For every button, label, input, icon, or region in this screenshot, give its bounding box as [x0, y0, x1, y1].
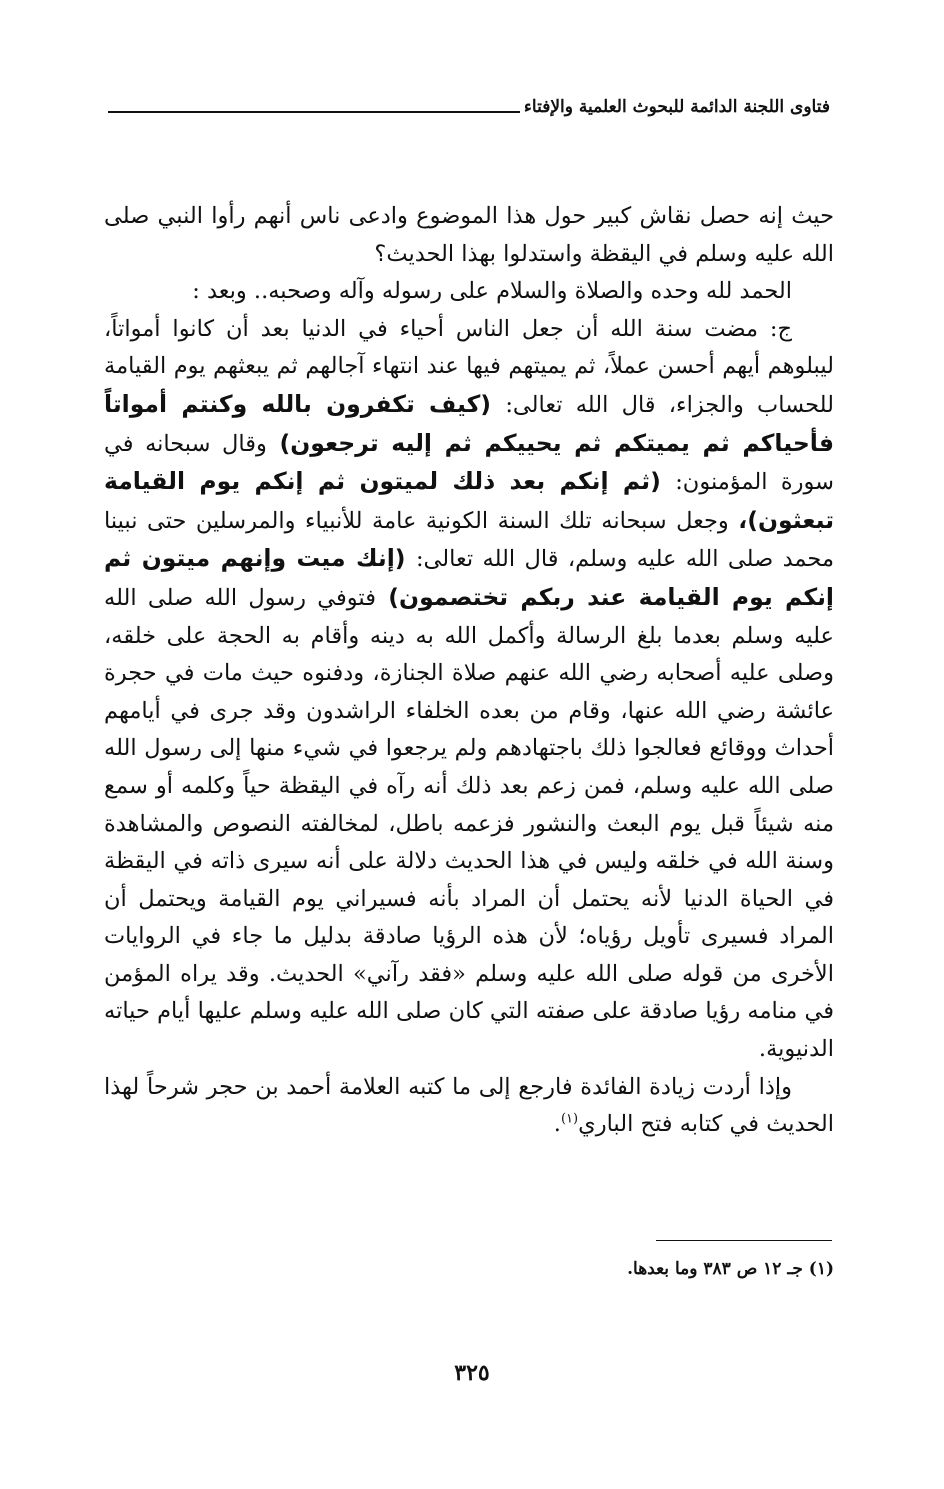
running-header [108, 88, 830, 118]
book-title: فتاوى اللجنة الدائمة للبحوث العلمية والإفتاء [523, 97, 830, 117]
header-rule [108, 111, 520, 113]
quran-verse-1: (كيف تكفرون بالله وكنتم أمواتاً فأحياكم ثم يميتكم ثم يحييكم ثم إليه ترجعون) [104, 389, 834, 457]
footnote: (١) جـ ١٢ ص ٣٨٣ وما بعدها. [627, 1259, 834, 1279]
footnote-rule [656, 1240, 832, 1241]
answer-text-4: فتوفي رسول الله صلى الله عليه وسلم بعدما بلغ الرسالة وأكمل الله به دينه وأقام به الحجة على خلقه، وصلى عليه أصحابه رضي الله عنهم صلاة الجنازة، ودفنوه حيث مات في حجرة عائشة رضي الله عنها، وقام من بعده الخلفاء الراشدون وقد جرى في أيامهم أحداث ووقائع فعالجوا ذلك باجتهادهم ولم يرجعوا في شيء منها إلى رسول الله صلى الله عليه وسلم، فمن زعم بعد ذلك أنه رآه في اليقظة حياً وكلمه أو سمع منه شيئاً قبل يوم البعث والنشور فزعمه باطل، لمخالفته النصوص والمشاهدة وسنة الله في خلقه وليس في هذا الحديث دلالة على أنه سيرى ذاته في اليقظة في الحياة الدنيا لأنه يحتمل أن المراد بأنه فسيراني يوم القيامة ويحتمل أن المراد فسيرى تأويل رؤياه؛ لأن هذه الرؤيا صادقة بدليل ما جاء في الروايات الأخرى من قوله صلى الله عليه وسلم «فقد رآني» الحديث. وقد يراه المؤمن في منامه رؤيا صادقة على صفته التي كان صلى الله عليه وسلم عليها أيام حياته الدنيوية. [104, 584, 834, 1063]
footnote-reference: (١) [560, 1111, 579, 1127]
quran-verse-2: (ثم إنكم بعد ذلك لميتون ثم إنكم يوم القيامة تبعثون)، [104, 467, 835, 534]
praise-paragraph: الحمد لله وحده والصلاة والسلام على رسوله وآله وصحبه.. وبعد : [192, 278, 792, 305]
main-text [104, 198, 834, 1144]
closing-text: وإذا أردت زيادة الفائدة فارجع إلى ما كتبه العلامة أحمد بن حجر شرحاً لهذا الحديث في كتابه فتح الباري [104, 1073, 834, 1138]
answer-text-2: وقال سبحانه في سورة المؤمنون: [104, 430, 834, 496]
answer-paragraph [104, 311, 834, 1069]
answer-text-1: ج: مضت سنة الله أن جعل الناس أحياء في الدنيا بعد أن كانوا أمواتاً، ليبلوهم أيهم أحسن عملاً، ثم يميتهم فيها عند انتهاء آجالهم ثم يبعثهم يوم القيامة للحساب والجزاء، قال الله تعالى: [104, 315, 834, 418]
closing-paragraph [104, 1069, 834, 1144]
closing-period: . [553, 1111, 561, 1138]
quran-verse-3: (إنك ميت وإنهم ميتون ثم إنكم يوم القيامة عند ربكم تختصمون) [104, 544, 834, 611]
answer-text-3: وجعل سبحانه تلك السنة الكونية عامة للأنبياء والمرسلين حتى نبينا محمد صلى الله عليه وسلم، قال الله تعالى: [104, 507, 834, 573]
question-paragraph: حيث إنه حصل نقاش كبير حول هذا الموضوع وادعى ناس أنهم رأوا النبي صلى الله عليه وسلم في اليقظة واستدلوا بهذا الحديث؟ [104, 203, 834, 267]
page-number: ٣٢٥ [454, 1360, 490, 1386]
